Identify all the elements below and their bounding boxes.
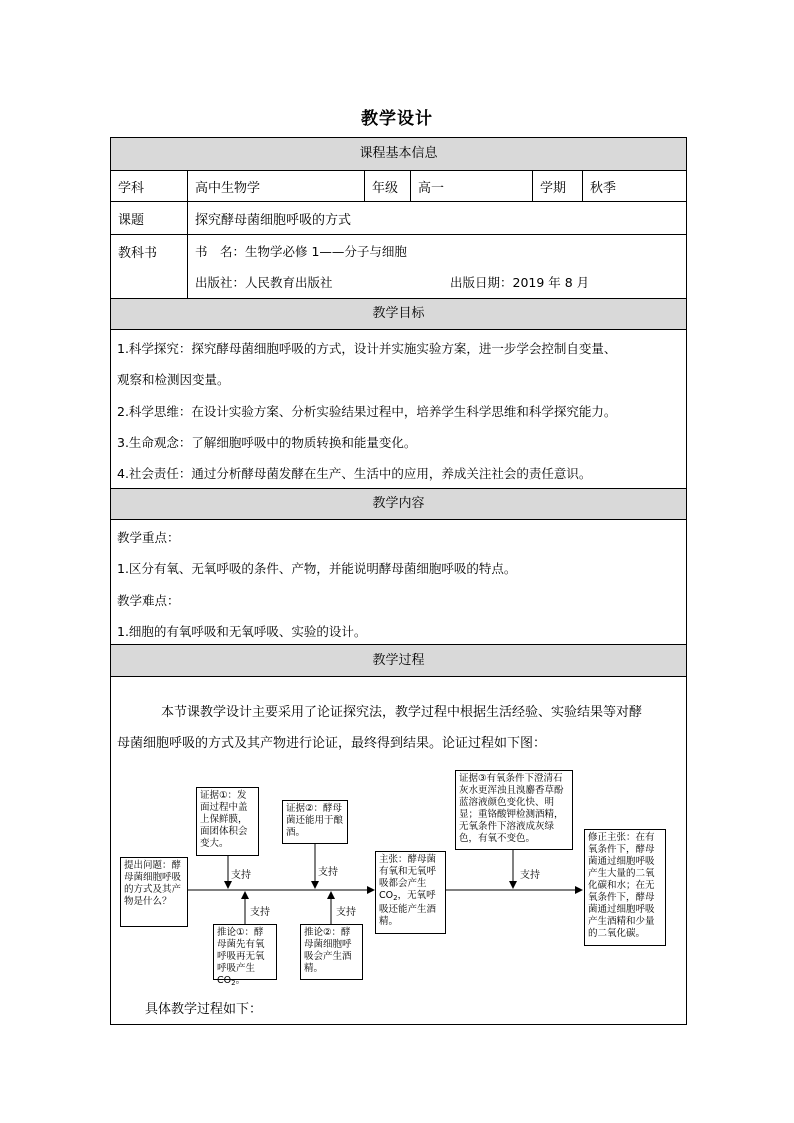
subject-value: 高中生物学 (188, 171, 365, 201)
question-box: 提出问题：酵母菌细胞呼吸的方式及其产物是什么？ (120, 857, 188, 927)
section-content-label: 教学内容 (372, 496, 425, 511)
difficult-point-label: 教学难点： (117, 593, 180, 608)
claim-text-b: ，无氧呼吸还能产生酒精。 (379, 890, 437, 927)
evidence-2-box: 证据②：酵母菌还能用于酿酒。 (282, 800, 348, 844)
difficult-point-item: 1.细胞的有氧呼吸和无氧呼吸、实验的设计。 (117, 624, 367, 639)
key-point-label: 教学重点： (117, 530, 180, 545)
inference-1-subscript: 2 (231, 979, 236, 987)
objective-4: 4.社会责任：通过分析酵母菌发酵在生产、生活中的应用，养成关注社会的责任意识。 (117, 466, 592, 481)
support-label-e3: 支持 (520, 870, 540, 881)
section-basic-info-label: 课程基本信息 (359, 146, 438, 161)
evidence-1-box: 证据①：发面过程中盖上保鲜膜，面团体积会变大。 (196, 787, 259, 856)
term-label: 学期 (533, 171, 583, 201)
support-label-e2: 支持 (318, 867, 338, 878)
doc-title: 教学设计 (361, 109, 433, 129)
inference-1-box (213, 924, 277, 987)
revised-claim-box: 修正主张：在有氧条件下，酵母菌通过细胞呼吸产生大量的二氧化碳和水；在无氧条件下，酵母菌通过细胞呼吸产生酒精和少量的二氧化碳。 (584, 829, 666, 946)
process-detail-label: 具体教学过程如下： (145, 1002, 263, 1017)
publisher: 出版社：人民教育出版社 (195, 275, 333, 290)
support-label-e1: 支持 (231, 870, 251, 881)
support-label-i1: 支持 (250, 907, 270, 918)
process-intro-2: 母菌细胞呼吸的方式及其产物进行论证，最终得到结果。论证过程如下图： (117, 736, 547, 751)
claim-box (375, 851, 446, 934)
grade-label: 年级 (365, 171, 411, 201)
section-process-label: 教学过程 (372, 653, 425, 668)
claim-text-a: 主张：酵母菌有氧和无氧呼吸都会产生CO (379, 854, 437, 901)
objective-2: 2.科学思维：在设计实验方案、分析实验结果过程中，培养学生科学思维和科学探究能力。 (117, 404, 617, 419)
term-value: 秋季 (590, 180, 617, 196)
grade-value: 高一 (411, 171, 533, 201)
objective-3: 3.生命观念：了解细胞呼吸中的物质转换和能量变化。 (117, 435, 417, 450)
topic-value: 探究酵母菌细胞呼吸的方式 (195, 212, 352, 228)
evidence-3-box: 证据③有氧条件下澄清石灰水更浑浊且溴麝香草酚蓝溶液颜色变化快、明显；重铬酸钾检测酒精，无氧条件下溶液成灰绿色，有氧不变色。 (455, 770, 573, 850)
inference-1-text: 推论①：酵母菌先有氧呼吸再无氧呼吸产生CO (217, 927, 265, 986)
subject-label: 学科 (111, 171, 188, 201)
objective-1b: 观察和检测因变量。 (117, 372, 230, 387)
inference-1-end: 。 (235, 975, 246, 986)
textbook-label: 教科书 (111, 235, 188, 298)
publish-date: 出版日期：2019 年 8 月 (450, 275, 590, 290)
book-name: 书 名：生物学必修 1——分子与细胞 (195, 244, 407, 259)
section-objectives-label: 教学目标 (372, 306, 425, 321)
objective-1a: 1.科学探究：探究酵母菌细胞呼吸的方式，设计并实施实验方案，进一步学会控制自变量、 (117, 341, 617, 356)
process-intro-1: 本节课教学设计主要采用了论证探究法，教学过程中根据生活经验、实验结果等对酵 (161, 705, 643, 720)
inference-2-box: 推论②：酵母菌细胞呼吸会产生酒精。 (300, 924, 363, 980)
support-label-i2: 支持 (336, 907, 356, 918)
key-point-item: 1.区分有氧、无氧呼吸的条件、产物，并能说明酵母菌细胞呼吸的特点。 (117, 561, 517, 576)
claim-subscript: 2 (393, 894, 398, 902)
topic-label: 课题 (111, 202, 188, 234)
